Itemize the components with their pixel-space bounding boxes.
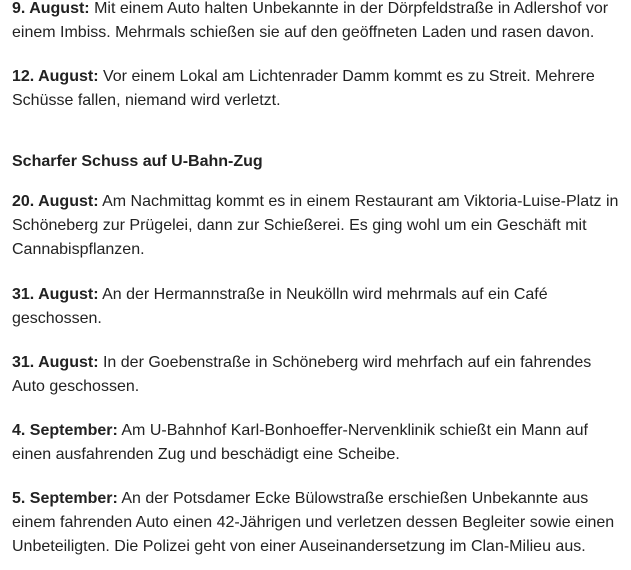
incident-text: An der Hermannstraße in Neukölln wird mehrmals auf ein Café geschossen. bbox=[12, 286, 548, 327]
incident-date: 31. August: bbox=[12, 286, 99, 303]
incident-entry bbox=[12, 65, 625, 113]
incident-text: Vor einem Lokal am Lichtenrader Damm kommt es zu Streit. Mehrere Schüsse fallen, niemand wird verletzt. bbox=[12, 68, 595, 109]
incident-text: Am Nachmittag kommt es in einem Restaurant am Viktoria-Luise-Platz in Schöneberg zur Prügelei, dann zur Schießerei. Es ging wohl um ein Geschäft mit Cannabispflanzen. bbox=[12, 193, 619, 258]
incident-date: 31. August: bbox=[12, 354, 99, 371]
incident-entry bbox=[12, 283, 625, 331]
incident-text: An der Potsdamer Ecke Bülowstraße erschießen Unbekannte aus einem fahrenden Auto einen 42-Jährigen und verletzen dessen Begleiter sowie einen Unbeteiligten. Die Polizei geht von einer Auseinandersetzung im Clan-Milieu aus. bbox=[12, 490, 615, 555]
incident-text: Mit einem Auto halten Unbekannte in der Dörpfeldstraße in Adlershof vor einem Imbiss. Mehrmals schießen sie auf den geöffneten Laden und rasen davon. bbox=[12, 0, 609, 41]
incident-entry bbox=[12, 190, 625, 262]
incident-text: Am U-Bahnhof Karl-Bonhoeffer-Nervenklinik schießt ein Mann auf einen ausfahrenden Zug und beschädigt eine Scheibe. bbox=[12, 422, 588, 463]
incident-date: 12. August: bbox=[12, 68, 99, 85]
section-subheading: Scharfer Schuss auf U-Bahn-Zug bbox=[12, 153, 263, 170]
incident-date: 20. August: bbox=[12, 193, 99, 210]
incident-entry bbox=[12, 351, 625, 399]
incident-date: 5. September: bbox=[12, 490, 118, 507]
incident-entry bbox=[12, 419, 625, 467]
incident-text: In der Goebenstraße in Schöneberg wird mehrfach auf ein fahrendes Auto geschossen. bbox=[12, 354, 592, 395]
incident-date: 4. September: bbox=[12, 422, 118, 439]
incident-date: 9. August: bbox=[12, 0, 90, 17]
incident-entry bbox=[12, 0, 625, 45]
incident-entry bbox=[12, 487, 625, 559]
